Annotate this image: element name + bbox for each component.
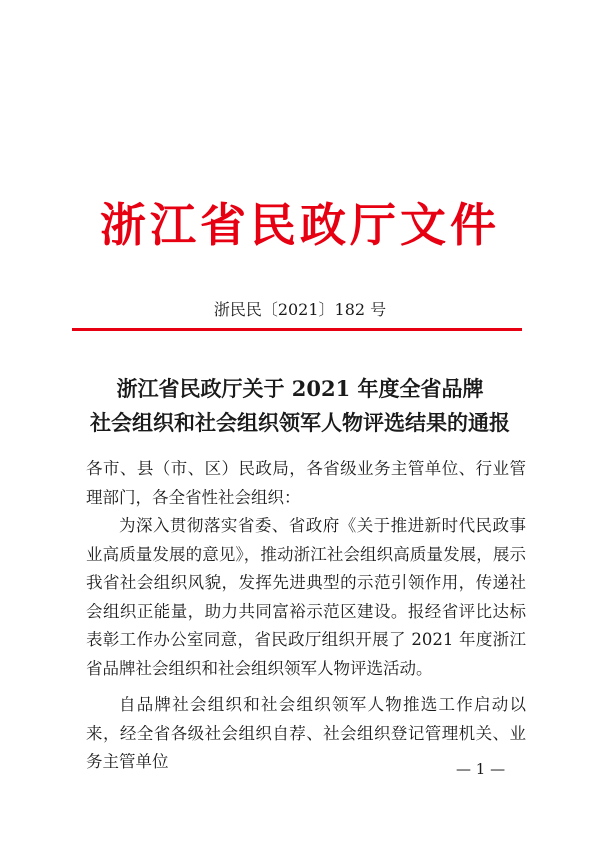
title-line-1: 浙江省民政厅关于 2021 年度全省品牌 [116,376,484,401]
title-line-2: 社会组织和社会组织领军人物评选结果的通报 [90,410,510,435]
document-number: 浙民民〔2021〕182 号 [213,300,387,319]
page-number: — 1 — [456,760,506,778]
issuer-title: 浙江省民政厅文件 [100,198,500,252]
salutation: 各市、县（市、区）民政局，各省级业务主管单位、行业管理部门，各全省性社会组织： [86,459,526,507]
body-paragraph-2: 自品牌社会组织和社会组织领军人物推选工作启动以来，经全省各级社会组织自荐、社会组织登记管理机关、业务主管单位 [86,695,526,771]
document-title [0,372,600,440]
body-paragraph-1: 为深入贯彻落实省委、省政府《关于推进新时代民政事业高质量发展的意见》，推动浙江社会组织高质量发展，展示我省社会组织风貌，发挥先进典型的示范引领作用，传递社会组织正能量，助力共同富裕示范区建设。报经省评比达标表彰工作办公室同意，省民政厅组织开展了 2021 年度浙江省品牌社会组织和社会组织领军人物评选活动。 [86,516,526,678]
red-divider-line [72,328,522,331]
document-body [86,455,526,777]
